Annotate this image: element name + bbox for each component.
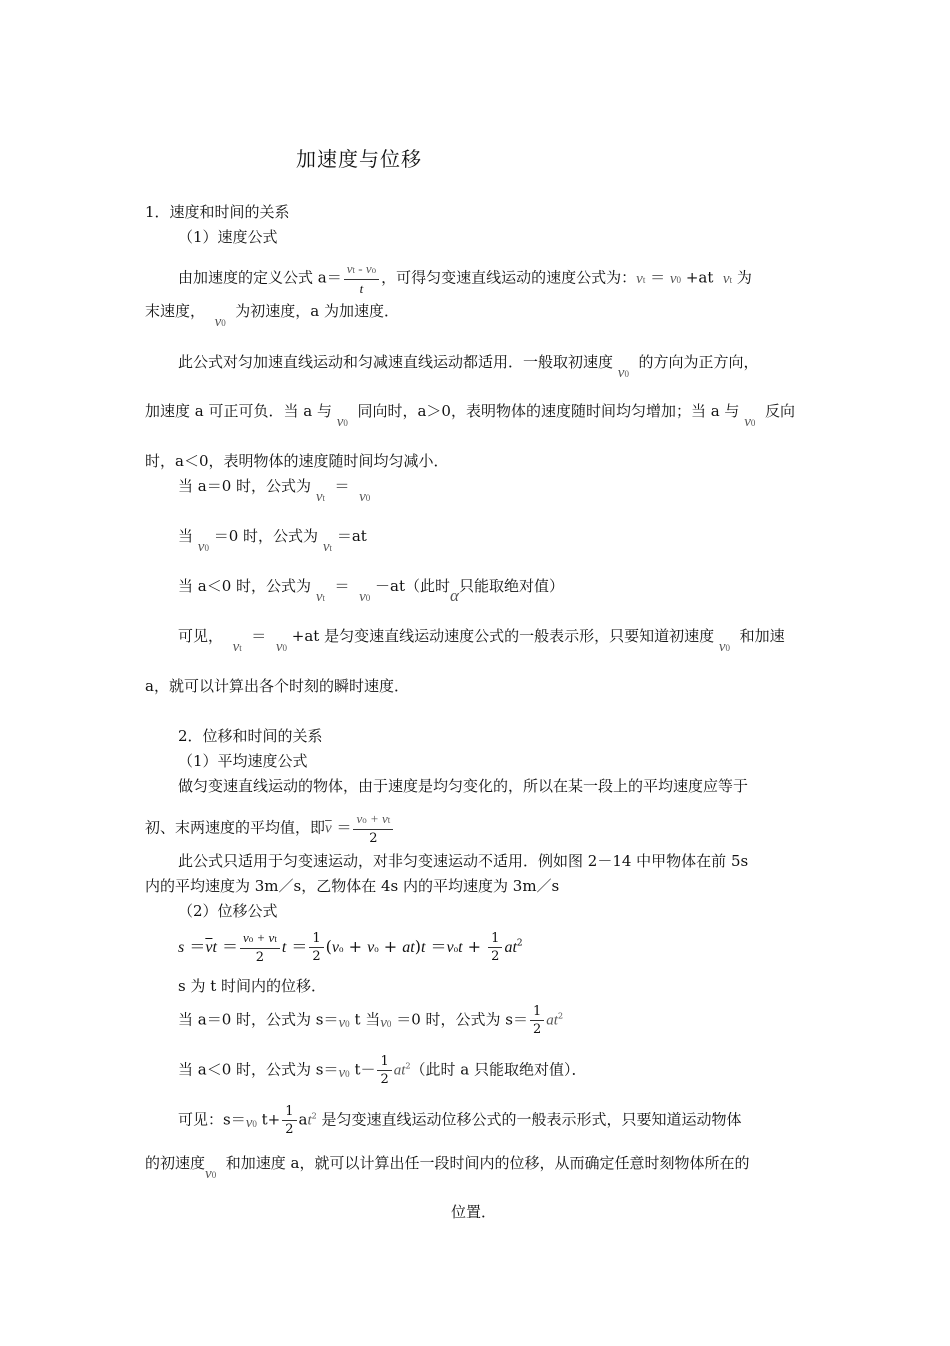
subheading-displacement-formula: （2）位移公式 [178,902,278,920]
paragraph-example: 此公式只适用于匀变速运动，对非匀变速运动不适用．例如图 2－14 中甲物体在前 5s [178,852,749,870]
page-title: 加速度与位移 [296,147,422,171]
case-displacement-a-zero: 当 a＝0 时，公式为 s＝v0 t 当v0 ＝0 时，公式为 s＝ $\frac{1}{2}$ $at^2$ [178,1004,564,1037]
paragraph-displacement-meaning: s 为 t 时间内的位移． [178,977,327,995]
paragraph-example-cont: 内的平均速度为 3m／s，乙物体在 4s 内的平均速度为 3m／s [145,877,560,895]
paragraph-sign: 加速度 a 可正可负．当 a 与 v0 同向时，a＞0，表明物体的速度随时间均匀增加；当 a 与 v0 反向 [145,402,795,430]
case-v0-zero: 当 v0 ＝0 时，公式为 vt ＝at [178,527,367,555]
paragraph-conclusion-displacement-cont: 的初速度v0 和加速度 a，就可以计算出任一段时间内的位移，从而确定任意时刻物体所在的 [145,1154,750,1182]
paragraph-conclusion-displacement: 可见：s＝v0 t+ $\frac{1}{2}$ $at^2$ 是匀变速直线运动位移公式的一般表示形式，只要知道运动物体 [178,1104,742,1137]
section-1-heading: 1．速度和时间的关系 [145,203,290,221]
paragraph-average-velocity: 做匀变速直线运动的物体，由于速度是均匀变化的，所以在某一段上的平均速度应等于 [178,777,749,795]
paragraph-average-velocity-formula: 初、末两速度的平均值，即$\overline{v}$ ＝ $\frac{vo + vt}{2}$ [145,810,395,847]
subheading-velocity-formula: （1）速度公式 [178,228,278,246]
fraction-acceleration-definition: $\frac{vt - vo}{t}$ [344,260,379,297]
paragraph-definition: 由加速度的定义公式 a＝ $\frac{vt - vo}{t}$ ，可得匀变速直线运动的速度公式为：vt ＝ v0 +at vt 为 [178,261,752,296]
paragraph-conclusion-velocity: 可见， vt ＝ v0 +at 是匀变速直线运动速度公式的一般表示形，只要知道初速度 v0 和加速 [178,627,785,655]
case-a-negative: 当 a＜0 时，公式为 vt ＝ v0 －at（此时α只能取绝对值） [178,577,564,605]
subheading-average-velocity: （1）平均速度公式 [178,752,308,770]
paragraph-definition-cont: 末速度， v0 为初速度，a 为加速度． [145,302,399,330]
paragraph-conclusion-end: 位置． [451,1203,497,1221]
fraction-average-velocity: $\frac{vo + vt}{2}$ [353,810,393,847]
paragraph-conclusion-velocity-cont: a，就可以计算出各个时刻的瞬时速度． [145,677,409,695]
section-2-heading: 2．位移和时间的关系 [178,727,323,745]
formula-displacement: $s =\overline{v}t$ ＝ $\frac{vo + vt}{2}$ t ＝ $\frac{1}{2}$ (vo + vo + at)t ＝vot + $\frac{1}{2}$ $at^2$ [178,930,523,965]
case-a-zero: 当 a＝0 时，公式为 vt ＝ v0 [178,477,371,505]
paragraph-applicability: 此公式对匀加速直线运动和匀减速直线运动都适用．一般取初速度 v0 的方向为正方向， [178,353,759,381]
paragraph-sign-cont: 时，a＜0，表明物体的速度随时间均匀减小． [145,452,449,470]
case-displacement-a-negative: 当 a＜0 时，公式为 s＝v0 t－ $\frac{1}{2}$ $at^2$（此时 a 只能取绝对值）． [178,1054,587,1087]
